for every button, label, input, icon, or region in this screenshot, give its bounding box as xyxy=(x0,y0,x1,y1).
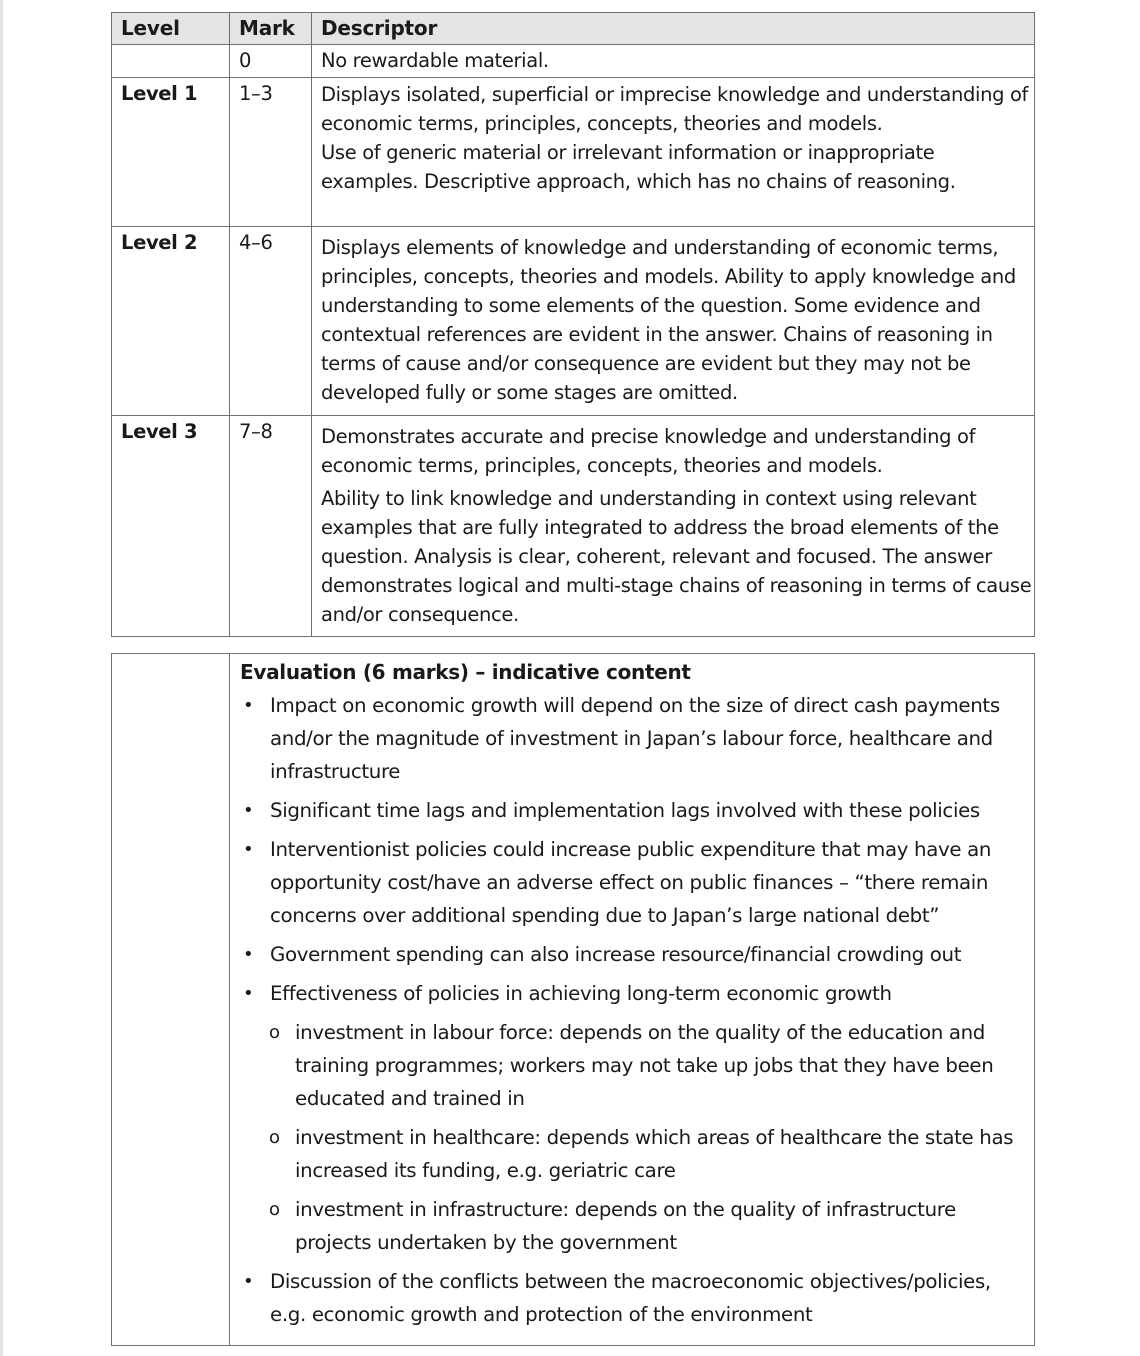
mark-cell: 4–6 xyxy=(230,227,312,416)
mark-cell: 1–3 xyxy=(230,78,312,227)
point-text: Discussion of the conflicts between the macroeconomic objectives/policies, e.g. economic growth and protection of the environment xyxy=(270,1270,991,1326)
evaluation-content-table xyxy=(111,653,1035,1346)
list-item xyxy=(240,977,1020,1259)
sub-point-text: investment in infrastructure: depends on the quality of infrastructure projects undertaken by the government xyxy=(295,1198,956,1254)
table-row xyxy=(112,78,1035,227)
table-row xyxy=(112,227,1035,416)
sub-point-text: investment in labour force: depends on the quality of the education and training programmes; workers may not take up jobs that they have been educated and trained in xyxy=(295,1021,994,1110)
table-header-row xyxy=(112,13,1035,45)
descriptor-text: Displays isolated, superficial or imprecise knowledge and understanding of economic terms, principles, concepts, theories and models. xyxy=(321,83,1029,135)
list-item xyxy=(240,938,1020,971)
sub-list-item xyxy=(240,1193,1020,1259)
evaluation-points-list xyxy=(240,689,1020,1331)
level-cell: Level 3 xyxy=(112,416,230,637)
mark-cell: 0 xyxy=(230,45,312,78)
list-item xyxy=(240,1265,1020,1331)
descriptor-cell xyxy=(312,416,1035,637)
list-item xyxy=(240,833,1020,932)
sub-points-list xyxy=(240,1016,1020,1259)
list-item xyxy=(240,689,1020,788)
level-cell: Level 1 xyxy=(112,78,230,227)
bullet-icon: • xyxy=(243,1271,254,1292)
page-edge xyxy=(0,0,3,1356)
descriptor-cell xyxy=(312,45,1035,78)
point-text: Significant time lags and implementation lags involved with these policies xyxy=(270,799,980,822)
levels-mark-scheme-table xyxy=(111,12,1035,637)
level-cell xyxy=(112,45,230,78)
sub-point-text: investment in healthcare: depends which areas of healthcare the state has increased its funding, e.g. geriatric care xyxy=(295,1126,1014,1182)
descriptor-text: Demonstrates accurate and precise knowledge and understanding of economic terms, principles, concepts, theories and models. xyxy=(321,425,976,477)
point-text: Impact on economic growth will depend on the size of direct cash payments and/or the magnitude of investment in Japan’s labour force, healthcare and infrastructure xyxy=(270,694,1000,783)
circle-bullet-icon: o xyxy=(269,1199,280,1220)
sub-list-item xyxy=(240,1121,1020,1187)
point-text: Interventionist policies could increase public expenditure that may have an opportunity cost/have an adverse effect on public finances – “there remain concerns over additional spending due to Japan’s large national debt” xyxy=(270,838,992,927)
descriptor-cell xyxy=(312,227,1035,416)
sub-list-item xyxy=(240,1016,1020,1115)
circle-bullet-icon: o xyxy=(269,1022,280,1043)
list-item xyxy=(240,794,1020,827)
circle-bullet-icon: o xyxy=(269,1127,280,1148)
point-text: Government spending can also increase resource/financial crowding out xyxy=(270,943,962,966)
point-text: Effectiveness of policies in achieving long-term economic growth xyxy=(270,982,892,1005)
bullet-icon: • xyxy=(243,695,254,716)
bullet-icon: • xyxy=(243,800,254,821)
mark-cell: 7–8 xyxy=(230,416,312,637)
bullet-icon: • xyxy=(243,839,254,860)
table-row xyxy=(112,416,1035,637)
empty-label-cell xyxy=(112,654,230,1346)
descriptor-text: Use of generic material or irrelevant information or inappropriate examples. Descriptive approach, which has no chains of reasoning. xyxy=(321,141,956,193)
level-cell: Level 2 xyxy=(112,227,230,416)
header-mark: Mark xyxy=(230,13,312,45)
header-descriptor: Descriptor xyxy=(312,13,1035,45)
descriptor-text: Ability to link knowledge and understanding in context using relevant examples that are fully integrated to address the broad elements of the question. Analysis is clear, coherent, relevant and focused. The answer demonstrates logical and multi-stage chains of reasoning in terms of cause and/or consequence. xyxy=(321,487,1032,626)
descriptor-cell xyxy=(312,78,1035,227)
descriptor-text: No rewardable material. xyxy=(321,49,549,72)
table-row xyxy=(112,654,1035,1346)
bullet-icon: • xyxy=(243,944,254,965)
header-level: Level xyxy=(112,13,230,45)
table-row xyxy=(112,45,1035,78)
descriptor-text: Displays elements of knowledge and understanding of economic terms, principles, concepts, theories and models. Ability to apply knowledge and understanding to some elements of the question. Some evidence and contextual references are evident in the answer. Chains of reasoning in terms of cause and/or consequence are evident but they may not be developed fully or some stages are omitted. xyxy=(321,236,1016,404)
evaluation-cell xyxy=(230,654,1035,1346)
bullet-icon: • xyxy=(243,983,254,1004)
evaluation-title: Evaluation (6 marks) – indicative content xyxy=(240,660,691,684)
